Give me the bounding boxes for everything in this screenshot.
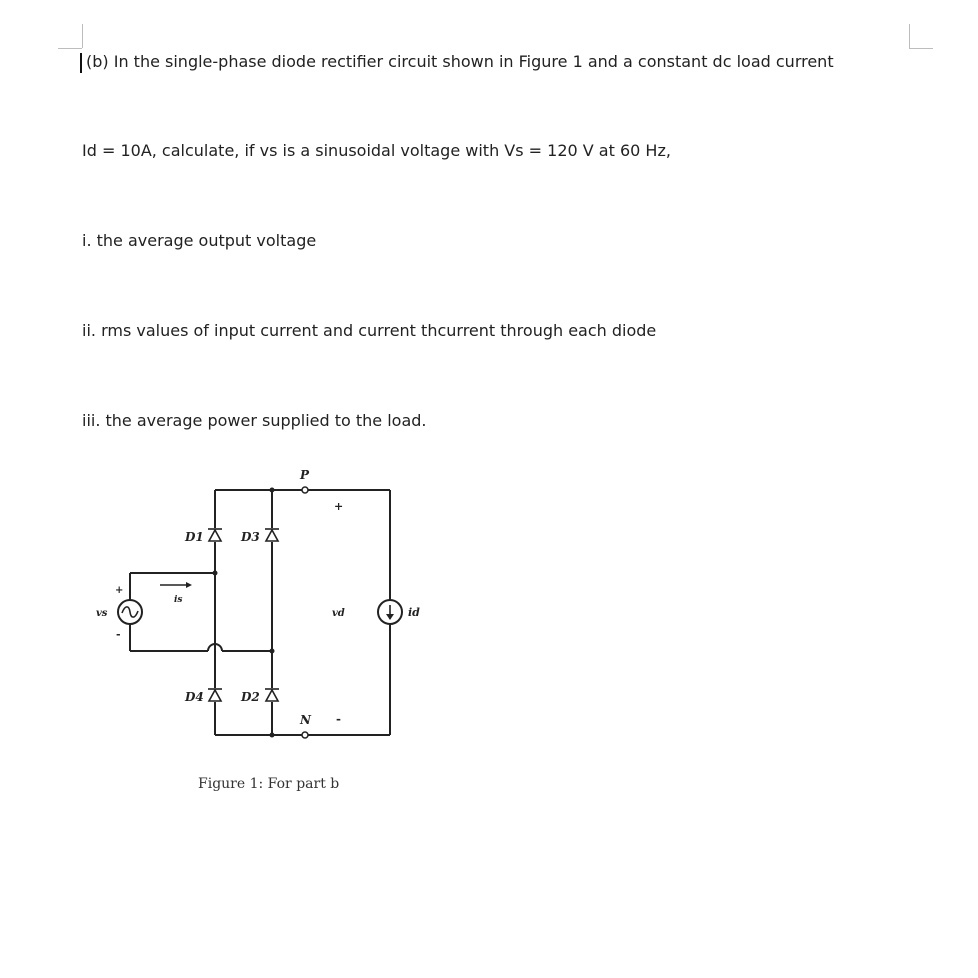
diode-d2-label: D2 bbox=[241, 690, 260, 704]
diode-d4-label: D4 bbox=[185, 690, 204, 704]
question-line-1[interactable]: (b) In the single-phase diode rectifier circuit shown in Figure 1 and a constant dc load current bbox=[86, 52, 834, 71]
circuit-diagram bbox=[90, 460, 420, 750]
crop-mark-top-right-horizontal bbox=[909, 48, 933, 49]
node-n-label: N bbox=[300, 713, 311, 727]
diode-d1-label: D1 bbox=[185, 530, 204, 544]
figure-caption: Figure 1: For part b bbox=[198, 776, 340, 792]
rectifier-circuit-figure bbox=[90, 460, 420, 750]
id-label: id bbox=[408, 606, 420, 619]
current-arrow-icon bbox=[160, 582, 192, 588]
vd-minus-label: - bbox=[336, 712, 341, 726]
is-label: is bbox=[174, 595, 183, 605]
diode-d2-symbol bbox=[265, 689, 279, 701]
terminal-p bbox=[302, 487, 308, 493]
vd-plus-label: + bbox=[334, 500, 344, 513]
question-part-ii[interactable]: ii. rms values of input current and current thcurrent through each diode bbox=[82, 321, 657, 340]
diode-d3-label: D3 bbox=[241, 530, 260, 544]
circuit-wires bbox=[130, 490, 390, 735]
crop-mark-top-left-horizontal bbox=[58, 48, 82, 49]
question-part-iii[interactable]: iii. the average power supplied to the load. bbox=[82, 411, 427, 430]
vd-label: vd bbox=[332, 608, 345, 619]
terminal-n bbox=[302, 732, 308, 738]
vs-label: vs bbox=[96, 608, 108, 619]
diode-d3-symbol bbox=[265, 529, 279, 541]
diode-d1-symbol bbox=[208, 529, 222, 541]
current-source-icon bbox=[378, 600, 402, 624]
diodes bbox=[208, 529, 279, 701]
crop-mark-top-right-vertical bbox=[909, 24, 910, 48]
vs-plus-label: + bbox=[115, 585, 124, 596]
question-line-2[interactable]: Id = 10A, calculate, if vs is a sinusoidal voltage with Vs = 120 V at 60 Hz, bbox=[82, 141, 671, 160]
ac-source-icon bbox=[118, 600, 142, 624]
vs-minus-label: - bbox=[116, 628, 121, 641]
question-part-i[interactable]: i. the average output voltage bbox=[82, 231, 317, 250]
diode-d4-symbol bbox=[208, 689, 222, 701]
node-p-label: P bbox=[300, 468, 310, 482]
text-cursor bbox=[80, 53, 82, 73]
crop-mark-top-left-vertical bbox=[82, 24, 83, 48]
